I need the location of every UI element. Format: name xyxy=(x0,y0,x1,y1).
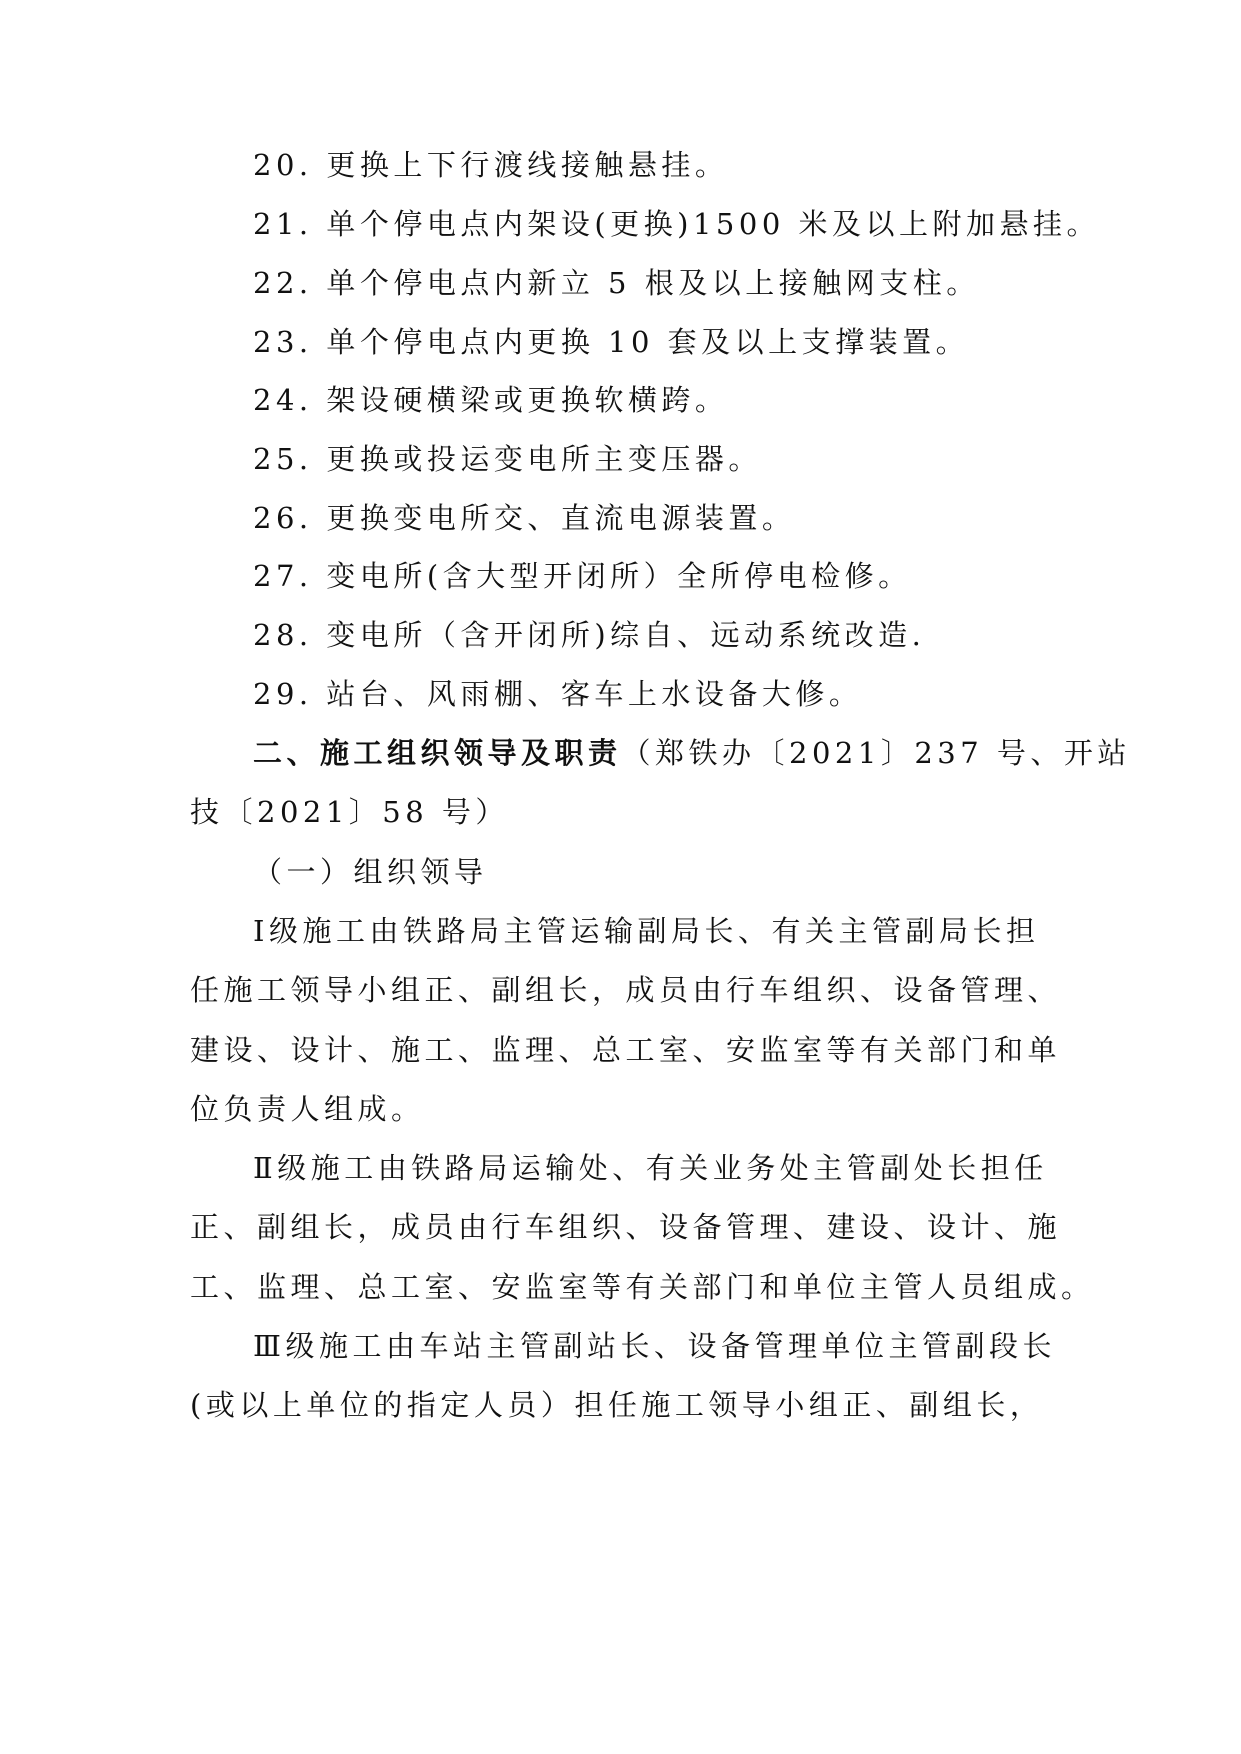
list-item-28: 28. 变电所（含开闭所)综自、远动系统改造. xyxy=(253,618,926,652)
section-two-heading-ref-continued: 技〔2021〕58 号） xyxy=(190,795,509,829)
paragraph-level1-line4: 位负责人组成。 xyxy=(190,1092,425,1126)
paragraph-level2-line2: 正、副组长，成员由行车组织、设备管理、建设、设计、施 xyxy=(190,1210,1062,1244)
paragraph-level3-line1: Ⅲ级施工由车站主管副站长、设备管理单位主管副段长 xyxy=(253,1329,1056,1363)
section-two-heading-bold: 二、施工组织领导及职责 xyxy=(253,736,622,770)
paragraph-level1-line2: 任施工领导小组正、副组长，成员由行车组织、设备管理、 xyxy=(190,973,1062,1007)
subsection-one-title: （一）组织领导 xyxy=(253,855,488,889)
section-two-heading xyxy=(253,733,1131,773)
list-item-25: 25. 更换或投运变电所主变压器。 xyxy=(253,442,762,476)
paragraph-level1-line1: Ⅰ级施工由铁路局主管运输副局长、有关主管副局长担 xyxy=(253,914,1040,948)
list-item-22: 22. 单个停电点内新立 5 根及以上接触网支柱。 xyxy=(253,266,980,300)
list-item-23: 23. 单个停电点内更换 10 套及以上支撑装置。 xyxy=(253,325,970,359)
list-item-27: 27. 变电所(含大型开闭所）全所停电检修。 xyxy=(253,559,912,593)
list-item-24: 24. 架设硬横梁或更换软横跨。 xyxy=(253,383,729,417)
list-item-20: 20. 更换上下行渡线接触悬挂。 xyxy=(253,148,729,182)
paragraph-level2-line3: 工、监理、总工室、安监室等有关部门和单位主管人员组成。 xyxy=(190,1270,1095,1304)
paragraph-level2-line1: Ⅱ级施工由铁路局运输处、有关业务处主管副处长担任 xyxy=(253,1151,1048,1185)
paragraph-level3-line2: (或以上单位的指定人员）担任施工领导小组正、副组长， xyxy=(190,1388,1044,1422)
paragraph-level1-line3: 建设、设计、施工、监理、总工室、安监室等有关部门和单 xyxy=(190,1033,1062,1067)
list-item-29: 29. 站台、风雨棚、客车上水设备大修。 xyxy=(253,677,863,711)
section-two-heading-ref: （郑铁办〔2021〕237 号、开站 xyxy=(621,736,1131,770)
list-item-21: 21. 单个停电点内架设(更换)1500 米及以上附加悬挂。 xyxy=(253,207,1100,241)
list-item-26: 26. 更换变电所交、直流电源装置。 xyxy=(253,501,796,535)
